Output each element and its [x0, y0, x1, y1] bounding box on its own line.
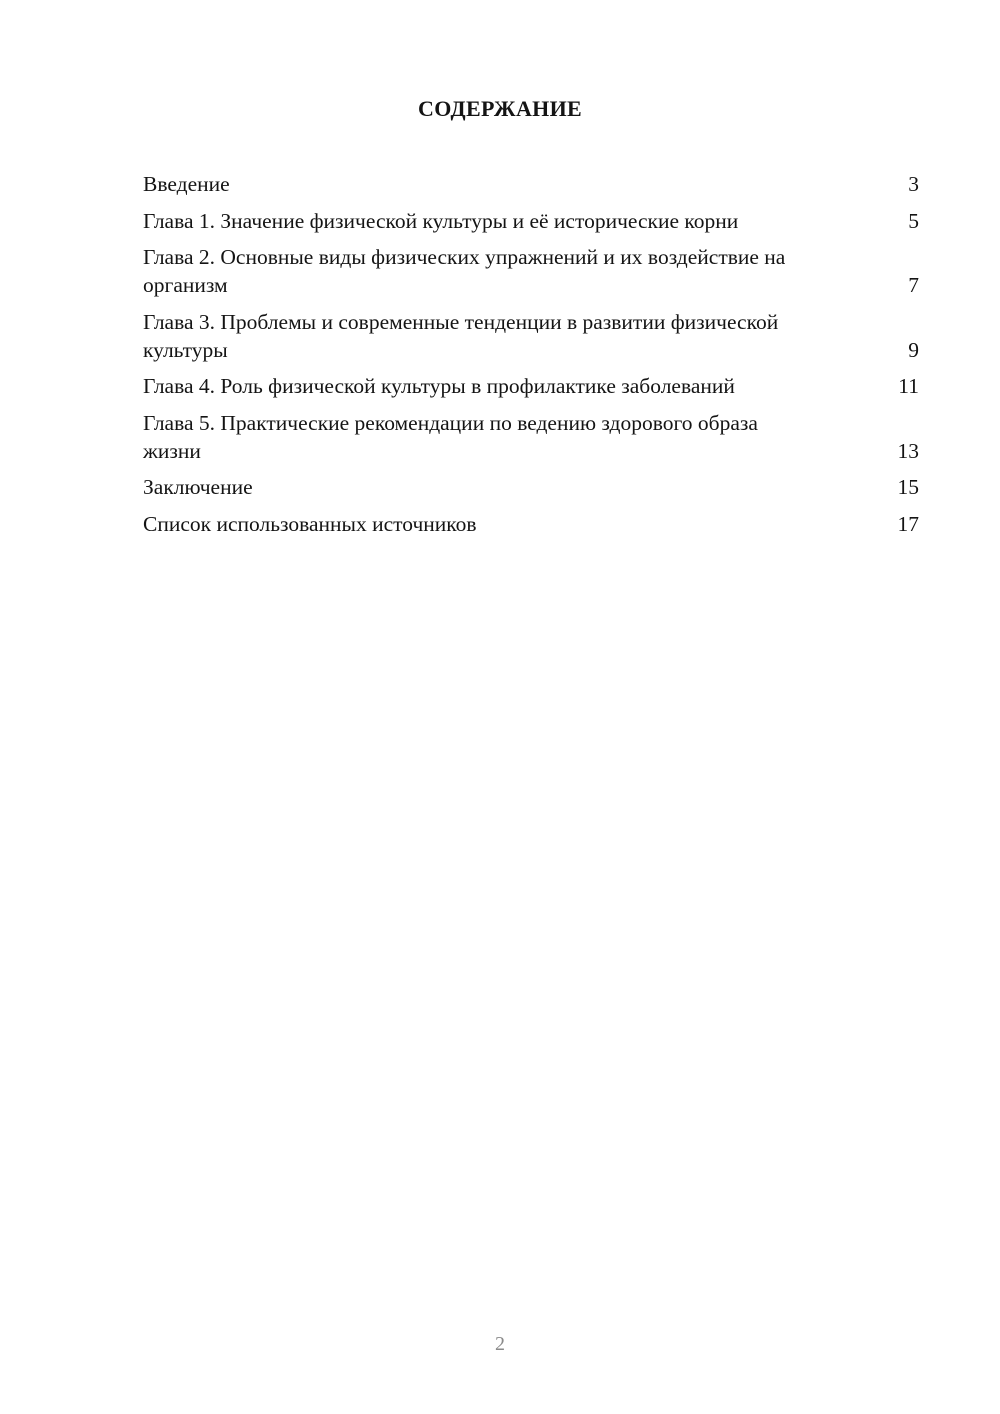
toc-entry-chapter-3[interactable] [143, 308, 919, 364]
toc-entry-title: Глава 1. Значение физической культуры и её исторические корни [143, 208, 739, 233]
toc-entry-title: Список использованных источников [143, 511, 477, 536]
toc-entry-chapter-2[interactable] [143, 243, 919, 299]
toc-entry-page: 13 [897, 438, 919, 463]
table-of-contents [143, 170, 919, 546]
toc-entry-title: Введение [143, 172, 230, 196]
toc-entry-introduction[interactable] [143, 170, 919, 198]
page-title: СОДЕРЖАНИЕ [418, 96, 582, 121]
toc-entry-references[interactable] [143, 510, 919, 538]
toc-entry-conclusion[interactable] [143, 473, 919, 501]
toc-entry-page: 17 [897, 511, 919, 536]
toc-entry-page: 15 [897, 475, 919, 499]
toc-entry-chapter-5[interactable] [143, 409, 919, 465]
toc-entry-title: Заключение [143, 475, 253, 499]
page-number: 2 [495, 1333, 505, 1355]
toc-entry-chapter-4[interactable] [143, 372, 919, 400]
toc-entry-title: Глава 3. Проблемы и современные тенденции в развитии физической культуры [143, 309, 779, 362]
toc-entry-page: 7 [908, 273, 919, 297]
toc-entry-page: 3 [908, 172, 919, 196]
toc-entry-title: Глава 2. Основные виды физических упражнений и их воздействие на организм [143, 245, 786, 297]
toc-entry-page: 9 [908, 337, 919, 362]
toc-entry-page: 11 [898, 374, 919, 398]
toc-entry-title: Глава 4. Роль физической культуры в профилактике заболеваний [143, 374, 735, 398]
toc-entry-chapter-1[interactable] [143, 207, 919, 235]
toc-entry-title: Глава 5. Практические рекомендации по ведению здорового образа жизни [143, 410, 758, 463]
toc-entry-page: 5 [908, 208, 919, 233]
